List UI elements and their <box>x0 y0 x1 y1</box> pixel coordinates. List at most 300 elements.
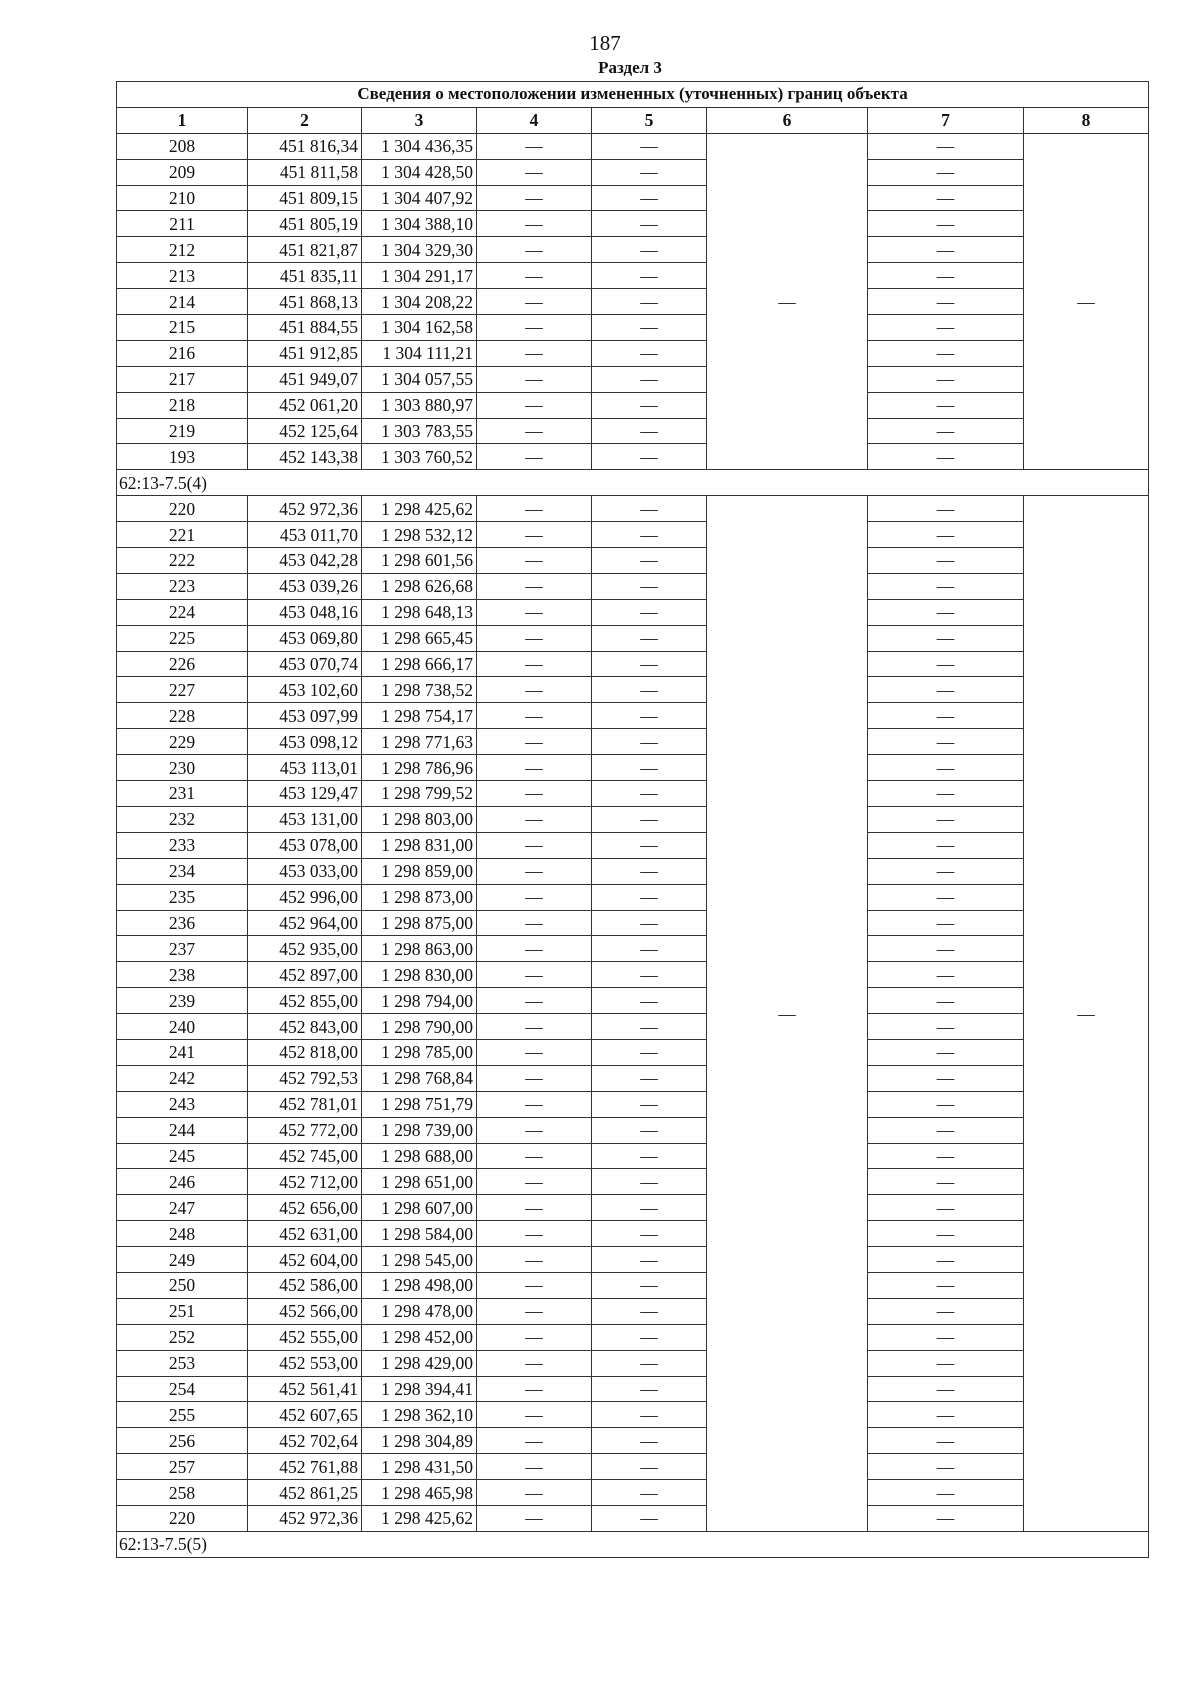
col5-cell: — <box>592 263 707 289</box>
col4-cell: — <box>477 1247 592 1273</box>
y-coordinate-cell: 1 298 738,52 <box>362 677 477 703</box>
col4-cell: — <box>477 133 592 159</box>
point-number-cell: 208 <box>117 133 248 159</box>
x-coordinate-cell: 452 935,00 <box>248 936 362 962</box>
point-number-cell: 236 <box>117 910 248 936</box>
col4-cell: — <box>477 496 592 522</box>
col7-cell: — <box>868 211 1024 237</box>
col7-cell: — <box>868 1505 1024 1531</box>
col7-cell: — <box>868 1143 1024 1169</box>
col7-cell: — <box>868 1428 1024 1454</box>
y-coordinate-cell: 1 298 498,00 <box>362 1272 477 1298</box>
col4-cell: — <box>477 755 592 781</box>
y-coordinate-cell: 1 298 859,00 <box>362 858 477 884</box>
column-header-row <box>117 107 1149 133</box>
point-number-cell: 217 <box>117 366 248 392</box>
y-coordinate-cell: 1 304 162,58 <box>362 315 477 341</box>
col7-cell: — <box>868 806 1024 832</box>
y-coordinate-cell: 1 298 304,89 <box>362 1428 477 1454</box>
y-coordinate-cell: 1 298 651,00 <box>362 1169 477 1195</box>
x-coordinate-cell: 452 792,53 <box>248 1065 362 1091</box>
col4-cell: — <box>477 910 592 936</box>
x-coordinate-cell: 452 561,41 <box>248 1376 362 1402</box>
col4-cell: — <box>477 1324 592 1350</box>
col4-cell: — <box>477 289 592 315</box>
table-row <box>117 1350 1149 1376</box>
col7-cell: — <box>868 522 1024 548</box>
col7-cell: — <box>868 677 1024 703</box>
x-coordinate-cell: 452 061,20 <box>248 392 362 418</box>
col4-cell: — <box>477 1195 592 1221</box>
col7-cell: — <box>868 1065 1024 1091</box>
table-row <box>117 340 1149 366</box>
col7-cell: — <box>868 781 1024 807</box>
col5-cell: — <box>592 884 707 910</box>
col4-cell: — <box>477 1480 592 1506</box>
col5-cell: — <box>592 832 707 858</box>
col4-cell: — <box>477 1169 592 1195</box>
y-coordinate-cell: 1 304 428,50 <box>362 159 477 185</box>
col7-cell: — <box>868 910 1024 936</box>
col4-cell: — <box>477 1402 592 1428</box>
col4-cell: — <box>477 573 592 599</box>
point-number-cell: 220 <box>117 496 248 522</box>
column-header-1: 1 <box>117 107 248 133</box>
col7-cell: — <box>868 392 1024 418</box>
x-coordinate-cell: 452 972,36 <box>248 496 362 522</box>
col4-cell: — <box>477 1505 592 1531</box>
point-number-cell: 255 <box>117 1402 248 1428</box>
table-row <box>117 211 1149 237</box>
x-coordinate-cell: 452 631,00 <box>248 1221 362 1247</box>
x-coordinate-cell: 452 607,65 <box>248 1402 362 1428</box>
col5-cell: — <box>592 1402 707 1428</box>
x-coordinate-cell: 453 078,00 <box>248 832 362 858</box>
y-coordinate-cell: 1 298 626,68 <box>362 573 477 599</box>
col7-cell: — <box>868 159 1024 185</box>
point-number-cell: 254 <box>117 1376 248 1402</box>
col5-cell: — <box>592 1480 707 1506</box>
y-coordinate-cell: 1 304 329,30 <box>362 237 477 263</box>
col5-cell: — <box>592 599 707 625</box>
table-row <box>117 988 1149 1014</box>
table-row <box>117 1014 1149 1040</box>
table-row <box>117 962 1149 988</box>
y-coordinate-cell: 1 304 111,21 <box>362 340 477 366</box>
col7-cell: — <box>868 1272 1024 1298</box>
table-caption: Сведения о местоположении измененных (уточненных) границ объекта <box>117 82 1149 108</box>
table-row <box>117 444 1149 470</box>
col4-cell: — <box>477 625 592 651</box>
y-coordinate-cell: 1 303 783,55 <box>362 418 477 444</box>
x-coordinate-cell: 453 097,99 <box>248 703 362 729</box>
point-number-cell: 251 <box>117 1298 248 1324</box>
point-number-cell: 245 <box>117 1143 248 1169</box>
point-number-cell: 234 <box>117 858 248 884</box>
point-number-cell: 219 <box>117 418 248 444</box>
y-coordinate-cell: 1 304 057,55 <box>362 366 477 392</box>
point-number-cell: 252 <box>117 1324 248 1350</box>
col7-cell: — <box>868 1454 1024 1480</box>
col7-cell: — <box>868 858 1024 884</box>
x-coordinate-cell: 453 113,01 <box>248 755 362 781</box>
x-coordinate-cell: 452 772,00 <box>248 1117 362 1143</box>
table-row <box>117 1428 1149 1454</box>
x-coordinate-cell: 452 566,00 <box>248 1298 362 1324</box>
table-row <box>117 1324 1149 1350</box>
col4-cell: — <box>477 159 592 185</box>
y-coordinate-cell: 1 304 436,35 <box>362 133 477 159</box>
x-coordinate-cell: 453 069,80 <box>248 625 362 651</box>
x-coordinate-cell: 451 805,19 <box>248 211 362 237</box>
col5-cell: — <box>592 729 707 755</box>
col4-cell: — <box>477 1039 592 1065</box>
x-coordinate-cell: 452 745,00 <box>248 1143 362 1169</box>
point-number-cell: 230 <box>117 755 248 781</box>
y-coordinate-cell: 1 298 425,62 <box>362 496 477 522</box>
table-row <box>117 289 1149 315</box>
table-row <box>117 1091 1149 1117</box>
col5-cell: — <box>592 625 707 651</box>
table-row <box>117 1454 1149 1480</box>
col7-cell: — <box>868 548 1024 574</box>
col4-cell: — <box>477 806 592 832</box>
col6-merged-cell: — <box>707 496 868 1532</box>
table-row <box>117 1221 1149 1247</box>
col5-cell: — <box>592 1324 707 1350</box>
col5-cell: — <box>592 133 707 159</box>
y-coordinate-cell: 1 298 666,17 <box>362 651 477 677</box>
col5-cell: — <box>592 1428 707 1454</box>
col5-cell: — <box>592 289 707 315</box>
col5-cell: — <box>592 237 707 263</box>
point-number-cell: 213 <box>117 263 248 289</box>
point-number-cell: 210 <box>117 185 248 211</box>
col4-cell: — <box>477 366 592 392</box>
col7-cell: — <box>868 340 1024 366</box>
col5-cell: — <box>592 392 707 418</box>
point-number-cell: 244 <box>117 1117 248 1143</box>
section-label: 62:13-7.5(5) <box>117 1531 1149 1557</box>
x-coordinate-cell: 452 656,00 <box>248 1195 362 1221</box>
y-coordinate-cell: 1 298 362,10 <box>362 1402 477 1428</box>
col4-cell: — <box>477 858 592 884</box>
col7-cell: — <box>868 599 1024 625</box>
y-coordinate-cell: 1 298 545,00 <box>362 1247 477 1273</box>
x-coordinate-cell: 453 129,47 <box>248 781 362 807</box>
col5-cell: — <box>592 444 707 470</box>
boundary-coordinates-table <box>116 81 1149 1558</box>
col8-merged-cell: — <box>1024 133 1149 470</box>
x-coordinate-cell: 452 712,00 <box>248 1169 362 1195</box>
y-coordinate-cell: 1 298 665,45 <box>362 625 477 651</box>
column-header-7: 7 <box>868 107 1024 133</box>
point-number-cell: 193 <box>117 444 248 470</box>
x-coordinate-cell: 453 131,00 <box>248 806 362 832</box>
x-coordinate-cell: 452 855,00 <box>248 988 362 1014</box>
y-coordinate-cell: 1 304 208,22 <box>362 289 477 315</box>
col6-merged-cell: — <box>707 133 868 470</box>
col5-cell: — <box>592 1298 707 1324</box>
x-coordinate-cell: 453 039,26 <box>248 573 362 599</box>
col4-cell: — <box>477 1143 592 1169</box>
col5-cell: — <box>592 496 707 522</box>
point-number-cell: 223 <box>117 573 248 599</box>
col5-cell: — <box>592 1169 707 1195</box>
col5-cell: — <box>592 1221 707 1247</box>
column-header-6: 6 <box>707 107 868 133</box>
x-coordinate-cell: 452 604,00 <box>248 1247 362 1273</box>
table-body <box>117 133 1149 1557</box>
y-coordinate-cell: 1 298 794,00 <box>362 988 477 1014</box>
section-label: 62:13-7.5(4) <box>117 470 1149 496</box>
table-row <box>117 548 1149 574</box>
col4-cell: — <box>477 1272 592 1298</box>
table-row <box>117 1169 1149 1195</box>
col7-cell: — <box>868 1169 1024 1195</box>
point-number-cell: 239 <box>117 988 248 1014</box>
y-coordinate-cell: 1 303 880,97 <box>362 392 477 418</box>
table-row <box>117 1376 1149 1402</box>
y-coordinate-cell: 1 298 830,00 <box>362 962 477 988</box>
point-number-cell: 238 <box>117 962 248 988</box>
table-row <box>117 781 1149 807</box>
x-coordinate-cell: 453 048,16 <box>248 599 362 625</box>
col7-cell: — <box>868 315 1024 341</box>
column-header-8: 8 <box>1024 107 1149 133</box>
col5-cell: — <box>592 1039 707 1065</box>
x-coordinate-cell: 451 912,85 <box>248 340 362 366</box>
point-number-cell: 235 <box>117 884 248 910</box>
y-coordinate-cell: 1 298 799,52 <box>362 781 477 807</box>
x-coordinate-cell: 452 964,00 <box>248 910 362 936</box>
col5-cell: — <box>592 910 707 936</box>
table-row <box>117 884 1149 910</box>
y-coordinate-cell: 1 298 771,63 <box>362 729 477 755</box>
table-row <box>117 599 1149 625</box>
y-coordinate-cell: 1 298 648,13 <box>362 599 477 625</box>
table-row <box>117 573 1149 599</box>
col4-cell: — <box>477 988 592 1014</box>
col7-cell: — <box>868 1117 1024 1143</box>
col5-cell: — <box>592 781 707 807</box>
col4-cell: — <box>477 1428 592 1454</box>
y-coordinate-cell: 1 298 785,00 <box>362 1039 477 1065</box>
point-number-cell: 222 <box>117 548 248 574</box>
y-coordinate-cell: 1 298 601,56 <box>362 548 477 574</box>
col5-cell: — <box>592 988 707 1014</box>
x-coordinate-cell: 452 702,64 <box>248 1428 362 1454</box>
col7-cell: — <box>868 962 1024 988</box>
point-number-cell: 232 <box>117 806 248 832</box>
y-coordinate-cell: 1 298 754,17 <box>362 703 477 729</box>
col7-cell: — <box>868 289 1024 315</box>
col5-cell: — <box>592 1505 707 1531</box>
col4-cell: — <box>477 522 592 548</box>
y-coordinate-cell: 1 298 803,00 <box>362 806 477 832</box>
y-coordinate-cell: 1 298 465,98 <box>362 1480 477 1506</box>
point-number-cell: 231 <box>117 781 248 807</box>
col5-cell: — <box>592 185 707 211</box>
y-coordinate-cell: 1 304 388,10 <box>362 211 477 237</box>
table-row <box>117 832 1149 858</box>
col4-cell: — <box>477 1350 592 1376</box>
col4-cell: — <box>477 315 592 341</box>
col8-merged-cell: — <box>1024 496 1149 1532</box>
col4-cell: — <box>477 1298 592 1324</box>
col5-cell: — <box>592 548 707 574</box>
x-coordinate-cell: 453 033,00 <box>248 858 362 884</box>
col4-cell: — <box>477 1091 592 1117</box>
table-row <box>117 1298 1149 1324</box>
col4-cell: — <box>477 418 592 444</box>
col7-cell: — <box>868 832 1024 858</box>
x-coordinate-cell: 451 868,13 <box>248 289 362 315</box>
col5-cell: — <box>592 858 707 884</box>
col4-cell: — <box>477 1376 592 1402</box>
point-number-cell: 226 <box>117 651 248 677</box>
col5-cell: — <box>592 755 707 781</box>
col7-cell: — <box>868 651 1024 677</box>
y-coordinate-cell: 1 298 786,96 <box>362 755 477 781</box>
point-number-cell: 246 <box>117 1169 248 1195</box>
x-coordinate-cell: 451 835,11 <box>248 263 362 289</box>
col5-cell: — <box>592 1117 707 1143</box>
section-title: Раздел 3 <box>598 58 662 77</box>
point-number-cell: 241 <box>117 1039 248 1065</box>
col7-cell: — <box>868 496 1024 522</box>
y-coordinate-cell: 1 298 532,12 <box>362 522 477 548</box>
col4-cell: — <box>477 185 592 211</box>
y-coordinate-cell: 1 298 425,62 <box>362 1505 477 1531</box>
x-coordinate-cell: 452 818,00 <box>248 1039 362 1065</box>
col5-cell: — <box>592 1272 707 1298</box>
table-row <box>117 159 1149 185</box>
y-coordinate-cell: 1 298 584,00 <box>362 1221 477 1247</box>
col7-cell: — <box>868 366 1024 392</box>
point-number-cell: 224 <box>117 599 248 625</box>
table-row <box>117 1480 1149 1506</box>
table-row <box>117 522 1149 548</box>
point-number-cell: 257 <box>117 1454 248 1480</box>
point-number-cell: 216 <box>117 340 248 366</box>
col5-cell: — <box>592 1247 707 1273</box>
table-row <box>117 366 1149 392</box>
table-row <box>117 1039 1149 1065</box>
col7-cell: — <box>868 418 1024 444</box>
point-number-cell: 243 <box>117 1091 248 1117</box>
col4-cell: — <box>477 237 592 263</box>
x-coordinate-cell: 453 042,28 <box>248 548 362 574</box>
table-row <box>117 1065 1149 1091</box>
col4-cell: — <box>477 1117 592 1143</box>
y-coordinate-cell: 1 304 407,92 <box>362 185 477 211</box>
col5-cell: — <box>592 340 707 366</box>
col4-cell: — <box>477 444 592 470</box>
col5-cell: — <box>592 1091 707 1117</box>
column-header-3: 3 <box>362 107 477 133</box>
col5-cell: — <box>592 315 707 341</box>
col5-cell: — <box>592 522 707 548</box>
y-coordinate-cell: 1 298 739,00 <box>362 1117 477 1143</box>
col7-cell: — <box>868 755 1024 781</box>
col7-cell: — <box>868 573 1024 599</box>
col7-cell: — <box>868 1014 1024 1040</box>
col7-cell: — <box>868 1324 1024 1350</box>
y-coordinate-cell: 1 298 688,00 <box>362 1143 477 1169</box>
col7-cell: — <box>868 1402 1024 1428</box>
column-header-5: 5 <box>592 107 707 133</box>
col4-cell: — <box>477 548 592 574</box>
point-number-cell: 242 <box>117 1065 248 1091</box>
col5-cell: — <box>592 1014 707 1040</box>
table-row <box>117 910 1149 936</box>
page-number: 187 <box>589 31 621 55</box>
col5-cell: — <box>592 1143 707 1169</box>
table-row <box>117 1195 1149 1221</box>
table-row <box>117 1247 1149 1273</box>
x-coordinate-cell: 452 781,01 <box>248 1091 362 1117</box>
col7-cell: — <box>868 1350 1024 1376</box>
x-coordinate-cell: 451 949,07 <box>248 366 362 392</box>
y-coordinate-cell: 1 304 291,17 <box>362 263 477 289</box>
section-label-row <box>117 470 1149 496</box>
x-coordinate-cell: 452 897,00 <box>248 962 362 988</box>
table-row <box>117 237 1149 263</box>
point-number-cell: 258 <box>117 1480 248 1506</box>
col4-cell: — <box>477 1221 592 1247</box>
y-coordinate-cell: 1 298 875,00 <box>362 910 477 936</box>
point-number-cell: 212 <box>117 237 248 263</box>
col5-cell: — <box>592 1454 707 1480</box>
col7-cell: — <box>868 1221 1024 1247</box>
col4-cell: — <box>477 263 592 289</box>
point-number-cell: 221 <box>117 522 248 548</box>
col5-cell: — <box>592 936 707 962</box>
x-coordinate-cell: 453 070,74 <box>248 651 362 677</box>
col4-cell: — <box>477 884 592 910</box>
col7-cell: — <box>868 1091 1024 1117</box>
col4-cell: — <box>477 211 592 237</box>
col7-cell: — <box>868 1480 1024 1506</box>
col4-cell: — <box>477 1014 592 1040</box>
col4-cell: — <box>477 962 592 988</box>
col5-cell: — <box>592 159 707 185</box>
point-number-cell: 247 <box>117 1195 248 1221</box>
x-coordinate-cell: 452 861,25 <box>248 1480 362 1506</box>
point-number-cell: 228 <box>117 703 248 729</box>
y-coordinate-cell: 1 298 607,00 <box>362 1195 477 1221</box>
col5-cell: — <box>592 211 707 237</box>
table-row <box>117 677 1149 703</box>
col7-cell: — <box>868 1247 1024 1273</box>
y-coordinate-cell: 1 298 831,00 <box>362 832 477 858</box>
col7-cell: — <box>868 185 1024 211</box>
y-coordinate-cell: 1 298 478,00 <box>362 1298 477 1324</box>
point-number-cell: 237 <box>117 936 248 962</box>
col7-cell: — <box>868 263 1024 289</box>
section-label-row <box>117 1531 1149 1557</box>
point-number-cell: 211 <box>117 211 248 237</box>
table-row <box>117 418 1149 444</box>
col4-cell: — <box>477 781 592 807</box>
x-coordinate-cell: 452 843,00 <box>248 1014 362 1040</box>
col5-cell: — <box>592 677 707 703</box>
point-number-cell: 240 <box>117 1014 248 1040</box>
y-coordinate-cell: 1 298 429,00 <box>362 1350 477 1376</box>
table-row <box>117 806 1149 832</box>
col5-cell: — <box>592 651 707 677</box>
